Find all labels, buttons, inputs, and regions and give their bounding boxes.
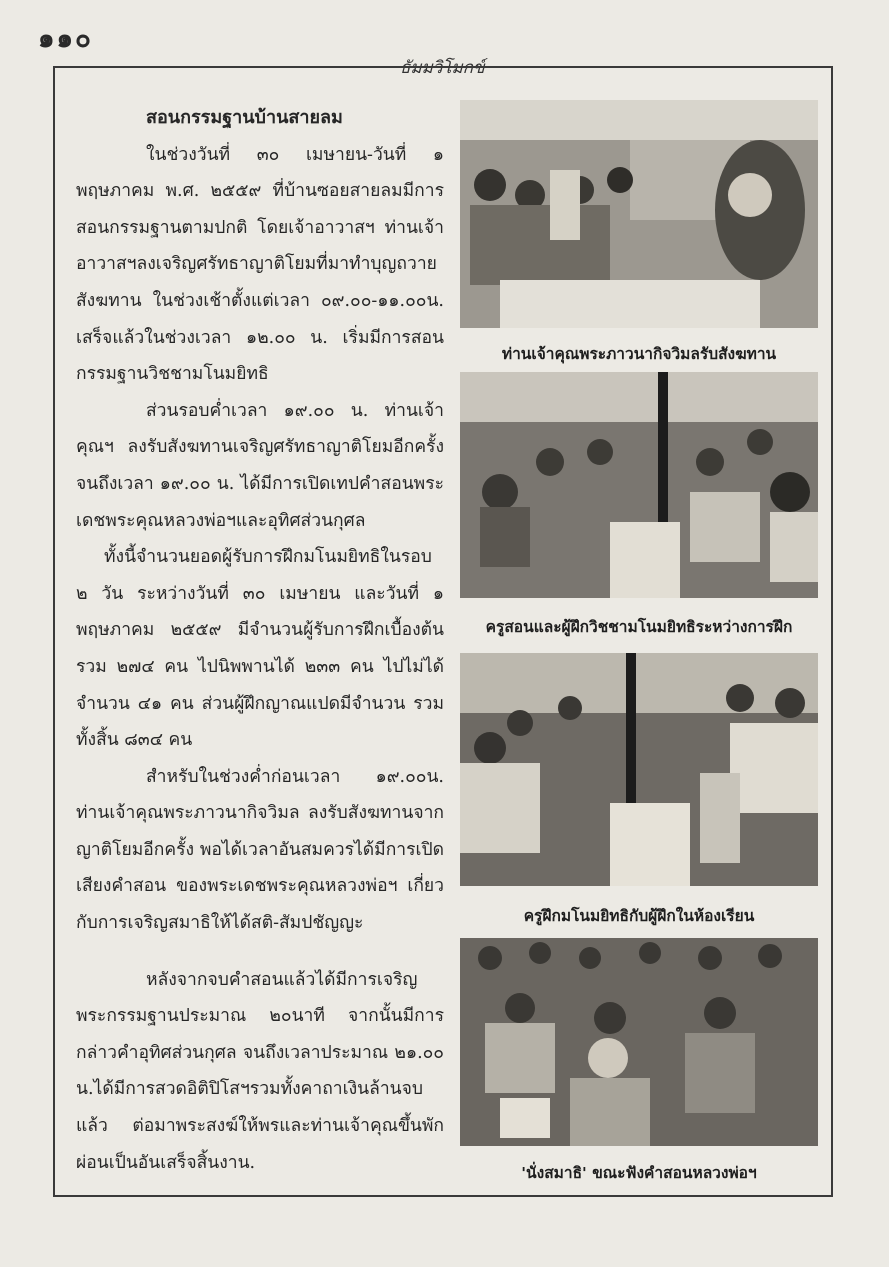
header-title: ธัมมวิโมกข์ — [400, 58, 485, 78]
article-heading: สอนกรรมฐานบ้านสายลม — [146, 107, 343, 128]
photo-teaching-session — [460, 372, 818, 598]
photo-caption: ท่านเจ้าคุณพระภาวนากิจวิมลรับสังฆทาน — [501, 345, 777, 363]
photo-meditation — [460, 938, 818, 1146]
photo-caption: 'นั่งสมาธิ' ขณะฟังคำสอนหลวงพ่อฯ — [521, 1164, 757, 1182]
page-number: ๑๑๐ — [38, 24, 93, 54]
article-paragraph: ทั้งนี้จำนวนยอดผู้รับการฝึกมโนมยิทธิในรอบ ๒ วัน ระหว่างวันที่ ๓๐ เมษายน และวันที่ ๑ พฤษภาคม ๒๕๕๙ มีจำนวนผู้รับการฝึกเบื้องต้น รวม ๒๗๔ คน ไปนิพพานได้ ๒๓๓ คน ไปไม่ได้ จำนวน ๔๑ คน ส่วนผู้ฝึกญาณแปดมีจำนวน รวมทั้งสิ้น ๘๓๔ คน — [76, 547, 444, 751]
article-paragraph: หลังจากจบคำสอนแล้วได้มีการเจริญพระกรรมฐานประมาณ ๒๐นาที จากนั้นมีการกล่าวคำอุทิศส่วนกุศล จนถึงเวลาประมาณ ๒๑.๐๐ น.ได้มีการสวดอิติปิโสฯรวมทั้งคาถาเงินล้านจบแล้ว ต่อมาพระสงฆ์ให้พรและท่านเจ้าคุณขึ้นพักผ่อนเป็นอันเสร็จสิ้นงาน. — [76, 969, 444, 1173]
photo-caption: ครูฝึกมโนมยิทธิกับผู้ฝึกในห้องเรียน — [523, 907, 755, 925]
article-paragraph: ส่วนรอบค่ำเวลา ๑๙.๐๐ น. ท่านเจ้าคุณฯ ลงรับสังฆทานเจริญศรัทธาญาติโยมอีกครั้งจนถึงเวลา ๑๙.๐๐ น. ได้มีการเปิดเทปคำสอนพระเดชพระคุณหลวงพ่อฯและอุทิศส่วนกุศล — [76, 400, 444, 531]
article-paragraph: ในช่วงวันที่ ๓๐ เมษายน-วันที่ ๑ พฤษภาคม พ.ศ. ๒๕๕๙ ที่บ้านซอยสายลมมีการสอนกรรมฐานตามปกติ โดยเจ้าอาวาสฯ ท่านเจ้าอาวาสฯลงเจริญศรัทธาญาติโยมที่มาทำบุญถวายสังฆทาน ในช่วงเช้าตั้งแต่เวลา ๐๙.๐๐-๑๑.๐๐น. เสร็จแล้วในช่วงเวลา ๑๒.๐๐ น. เริ่มมีการสอนกรรมฐานวิชชามโนมยิทธิ — [76, 144, 444, 385]
photo-monk-receiving-offerings — [460, 100, 818, 328]
photo-classroom — [460, 653, 818, 886]
article-paragraph: สำหรับในช่วงค่ำก่อนเวลา ๑๙.๐๐น. ท่านเจ้าคุณพระภาวนากิจวิมล ลงรับสังฆทานจากญาติโยมอีกครั้ง พอได้เวลาอันสมควรได้มีการเปิดเสียงคำสอน ของพระเดชพระคุณหลวงพ่อฯ เกี่ยวกับการเจริญสมาธิให้ได้สติ-สัมปชัญญะ — [76, 766, 444, 934]
photo-caption: ครูสอนและผู้ฝึกวิชชามโนมยิทธิระหว่างการฝึก — [485, 618, 793, 636]
article-body — [76, 100, 444, 1181]
